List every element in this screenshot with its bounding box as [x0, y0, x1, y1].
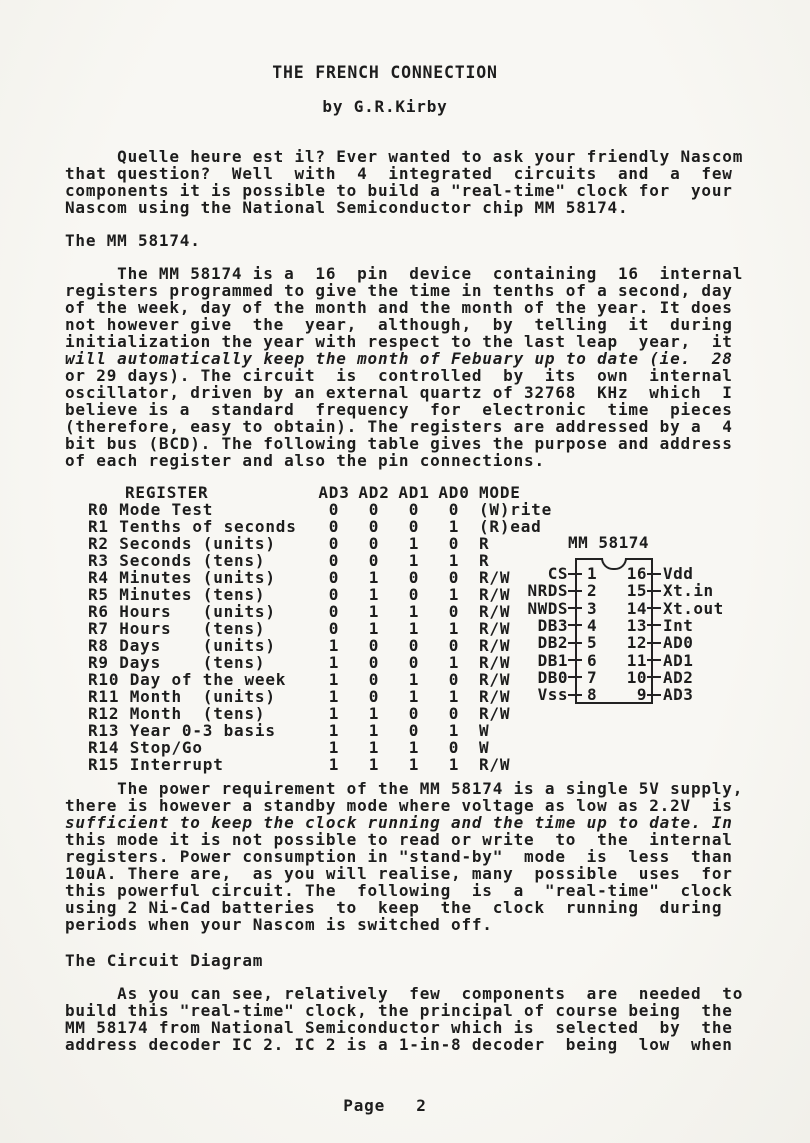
pin-number-right: 10: [626, 667, 647, 687]
pin-tick: [568, 573, 582, 575]
mode-cell: (R)ead: [479, 517, 542, 536]
pin-diagram: [500, 528, 800, 728]
address-bit: 0: [408, 704, 420, 723]
register-label: R0 Mode Test: [88, 500, 214, 519]
address-bit: 1: [408, 551, 420, 570]
text-line: Quelle heure est il? Ever wanted to ask your friendly Nascom: [65, 147, 744, 166]
pin-number-right: 9: [636, 685, 647, 705]
address-bit: 0: [448, 670, 460, 689]
text-line: this powerful circuit. The following is a "real-time" clock: [65, 881, 733, 900]
text-line: registers. Power consumption in "stand-by" mode is less than: [65, 847, 733, 866]
address-bit: 1: [328, 755, 340, 774]
pin-number-right: 14: [626, 598, 647, 618]
address-bit: 0: [368, 670, 380, 689]
pin-name-left: Vss: [537, 685, 568, 705]
text-line: bit bus (BCD). The following table gives the purpose and address: [65, 434, 733, 453]
text-line: As you can see, relatively few components are needed to: [65, 984, 744, 1003]
mode-cell: R/W: [479, 704, 511, 723]
text-line: Nascom using the National Semiconductor chip MM 58174.: [65, 198, 629, 217]
pin-name-right: AD1: [663, 650, 694, 670]
address-bit: 0: [368, 534, 380, 553]
section-heading-circuit: The Circuit Diagram: [65, 951, 264, 970]
text-line: The MM 58174 is a 16 pin device containing 16 internal: [65, 264, 744, 283]
address-bit: 0: [408, 636, 420, 655]
pin-name-left: DB1: [537, 650, 568, 670]
article-byline: by G.R.Kirby: [322, 97, 448, 116]
pin-tick: [647, 659, 661, 661]
address-bit: 1: [448, 619, 460, 638]
pin-row: [500, 617, 693, 634]
mode-cell: R: [479, 551, 490, 570]
mode-cell: W: [479, 738, 490, 757]
address-bit: 0: [328, 568, 340, 587]
address-bit: 1: [328, 653, 340, 672]
pin-name-right: AD0: [663, 633, 694, 653]
address-bit: 1: [328, 721, 340, 740]
address-bit: 1: [368, 704, 380, 723]
text-line: build this "real-time" clock, the principal of course being the: [65, 1001, 733, 1020]
pin-row: [500, 669, 693, 686]
pin-tick: [568, 590, 582, 592]
pin-row: [500, 565, 693, 582]
text-line: will automatically keep the month of Febuary up to date (ie. 28: [65, 349, 733, 368]
pin-tick: [647, 676, 661, 678]
text-line: of each register and also the pin connections.: [65, 451, 545, 470]
mode-cell: R/W: [479, 755, 511, 774]
register-label: R14 Stop/Go: [88, 738, 203, 757]
address-bit: 1: [408, 619, 420, 638]
address-bit: 1: [368, 755, 380, 774]
address-bit: 0: [408, 500, 420, 519]
pin-number-right: 12: [626, 633, 647, 653]
address-bit: 1: [328, 670, 340, 689]
mode-cell: R/W: [479, 602, 511, 621]
register-row: [88, 501, 614, 518]
page-number: Page 2: [343, 1096, 427, 1115]
pin-tick: [568, 676, 582, 678]
pin-name-right: Xt.in: [663, 581, 714, 601]
pin-name-left: NRDS: [527, 581, 568, 601]
address-bit: 1: [448, 755, 460, 774]
register-label: R4 Minutes (units): [88, 568, 276, 587]
pin-row: [500, 634, 693, 651]
article-title: THE FRENCH CONNECTION: [272, 63, 498, 82]
address-bit: 0: [448, 500, 460, 519]
address-bit: 0: [368, 653, 380, 672]
text-line: or 29 days). The circuit is controlled by its own internal: [65, 366, 733, 385]
register-label: R15 Interrupt: [88, 755, 224, 774]
pin-number-left: 6: [587, 650, 598, 670]
register-label: R10 Day of the week: [88, 670, 287, 689]
register-label: R12 Month (tens): [88, 704, 266, 723]
pin-tick: [568, 694, 582, 696]
pin-number-right: 16: [626, 564, 647, 583]
pin-number-left: 4: [587, 615, 598, 635]
mm58174-paragraph: [65, 265, 743, 469]
address-bit: 0: [368, 517, 380, 536]
address-bit: 1: [328, 687, 340, 706]
text-line: 10uA. There are, as you will realise, many possible uses for: [65, 864, 733, 883]
header-mode: MODE: [479, 483, 521, 502]
text-line: oscillator, driven by an external quartz of 32768 KHz which I: [65, 383, 733, 402]
pin-number-left: 8: [587, 685, 598, 705]
pin-name-left: NWDS: [527, 598, 568, 618]
address-bit: 1: [408, 602, 420, 621]
header-ad3: AD3: [318, 483, 350, 502]
address-bit: 0: [448, 534, 460, 553]
address-bit: 0: [328, 551, 340, 570]
address-bit: 1: [448, 585, 460, 604]
register-row: [88, 739, 614, 756]
register-label: R3 Seconds (tens): [88, 551, 266, 570]
pin-name-left: DB3: [537, 615, 568, 635]
pin-name-right: Vdd: [663, 564, 694, 583]
register-label: R11 Month (units): [88, 687, 276, 706]
header-ad2: AD2: [358, 483, 390, 502]
pin-name-right: Int: [663, 615, 694, 635]
pin-number-right: 15: [626, 581, 647, 601]
address-bit: 1: [448, 653, 460, 672]
text-line: address decoder IC 2. IC 2 is a 1-in-8 decoder being low when: [65, 1035, 733, 1054]
address-bit: 1: [448, 687, 460, 706]
address-bit: 1: [408, 534, 420, 553]
pin-name-left: DB0: [537, 667, 568, 687]
address-bit: 0: [368, 687, 380, 706]
pin-tick: [568, 659, 582, 661]
address-bit: 1: [448, 721, 460, 740]
address-bit: 1: [328, 636, 340, 655]
pin-tick: [647, 694, 661, 696]
text-line: of the week, day of the month and the month of the year. It does: [65, 298, 733, 317]
text-line: (therefore, easy to obtain). The registers are addressed by a 4: [65, 417, 733, 436]
address-bit: 0: [328, 534, 340, 553]
text-line: sufficient to keep the clock running and the time up to date. In: [65, 813, 733, 832]
mode-cell: R/W: [479, 568, 511, 587]
register-label: R8 Days (units): [88, 636, 276, 655]
pin-row: [500, 600, 724, 617]
pin-number-left: 7: [587, 667, 598, 687]
register-table-header: [88, 484, 614, 501]
header-ad0: AD0: [438, 483, 470, 502]
register-label: R7 Hours (tens): [88, 619, 266, 638]
text-line: initialization the year with respect to the last leap year, it: [65, 332, 733, 351]
text-line: using 2 Ni-Cad batteries to keep the clock running during: [65, 898, 723, 917]
address-bit: 0: [448, 602, 460, 621]
register-label: R2 Seconds (units): [88, 534, 276, 553]
section-heading-mm58174: The MM 58174.: [65, 231, 201, 250]
address-bit: 0: [408, 653, 420, 672]
register-label: R13 Year 0-3 basis: [88, 721, 276, 740]
address-bit: 1: [328, 704, 340, 723]
pin-number-left: 5: [587, 633, 598, 653]
address-bit: 1: [448, 551, 460, 570]
pin-name-right: AD2: [663, 667, 694, 687]
address-bit: 0: [408, 517, 420, 536]
mode-cell: W: [479, 721, 490, 740]
address-bit: 0: [328, 500, 340, 519]
mode-cell: R/W: [479, 687, 511, 706]
address-bit: 1: [368, 619, 380, 638]
pin-tick: [568, 642, 582, 644]
text-line: this mode it is not possible to read or write to the internal: [65, 830, 733, 849]
pin-name-left: DB2: [537, 633, 568, 653]
pin-number-left: 1: [587, 564, 598, 583]
pin-row: [500, 652, 693, 669]
text-line: components it is possible to build a "real-time" clock for your: [65, 181, 733, 200]
mode-cell: R/W: [479, 585, 511, 604]
address-bit: 1: [408, 670, 420, 689]
register-label: R1 Tenths of seconds: [88, 517, 297, 536]
address-bit: 0: [408, 568, 420, 587]
text-line: MM 58174 from National Semiconductor which is selected by the: [65, 1018, 733, 1037]
address-bit: 0: [368, 551, 380, 570]
address-bit: 0: [448, 738, 460, 757]
header-register: REGISTER: [125, 483, 209, 502]
pin-name-right: Xt.out: [663, 598, 724, 618]
pin-row: [500, 582, 714, 599]
register-label: R5 Minutes (tens): [88, 585, 266, 604]
text-line: there is however a standby mode where voltage as low as 2.2V is: [65, 796, 733, 815]
address-bit: 0: [448, 704, 460, 723]
address-bit: 1: [328, 738, 340, 757]
pin-number-left: 2: [587, 581, 598, 601]
text-line: registers programmed to give the time in tenths of a second, day: [65, 281, 733, 300]
address-bit: 1: [368, 738, 380, 757]
register-row: [88, 756, 614, 773]
mode-cell: R/W: [479, 670, 511, 689]
address-bit: 1: [368, 585, 380, 604]
pin-number-right: 11: [626, 650, 647, 670]
text-line: periods when your Nascom is switched off.: [65, 915, 493, 934]
pin-tick: [568, 607, 582, 609]
pin-tick: [647, 607, 661, 609]
mode-cell: (W)rite: [479, 500, 553, 519]
text-line: not however give the year, although, by telling it during: [65, 315, 733, 334]
pin-tick: [647, 573, 661, 575]
mode-cell: R/W: [479, 653, 511, 672]
power-paragraph: [65, 780, 743, 933]
text-line: that question? Well with 4 integrated circuits and a few: [65, 164, 733, 183]
address-bit: 0: [328, 585, 340, 604]
address-bit: 1: [368, 721, 380, 740]
pin-tick: [647, 624, 661, 626]
register-label: R9 Days (tens): [88, 653, 266, 672]
mode-cell: R/W: [479, 619, 511, 638]
pin-number-right: 13: [626, 615, 647, 635]
intro-paragraph: [65, 148, 743, 216]
address-bit: 0: [368, 500, 380, 519]
pin-row: [500, 686, 693, 703]
pin-name-right: AD3: [663, 685, 694, 705]
address-bit: 0: [448, 568, 460, 587]
text-line: believe is a standard frequency for electronic time pieces: [65, 400, 733, 419]
address-bit: 1: [408, 755, 420, 774]
address-bit: 0: [328, 517, 340, 536]
register-label: R6 Hours (units): [88, 602, 276, 621]
address-bit: 0: [328, 602, 340, 621]
pin-tick: [568, 624, 582, 626]
text-line: The power requirement of the MM 58174 is a single 5V supply,: [65, 779, 744, 798]
pin-number-left: 3: [587, 598, 598, 618]
pin-name-left: CS: [547, 564, 568, 583]
pin-tick: [647, 642, 661, 644]
address-bit: 0: [368, 636, 380, 655]
address-bit: 0: [328, 619, 340, 638]
header-ad1: AD1: [398, 483, 430, 502]
address-bit: 0: [448, 636, 460, 655]
address-bit: 1: [408, 687, 420, 706]
address-bit: 1: [368, 602, 380, 621]
address-bit: 0: [408, 721, 420, 740]
address-bit: 0: [408, 585, 420, 604]
chip-title: MM 58174: [568, 533, 650, 552]
pin-tick: [647, 590, 661, 592]
address-bit: 1: [408, 738, 420, 757]
mode-cell: R/W: [479, 636, 511, 655]
address-bit: 1: [368, 568, 380, 587]
address-bit: 1: [448, 517, 460, 536]
circuit-paragraph: [65, 985, 743, 1053]
mode-cell: R: [479, 534, 490, 553]
